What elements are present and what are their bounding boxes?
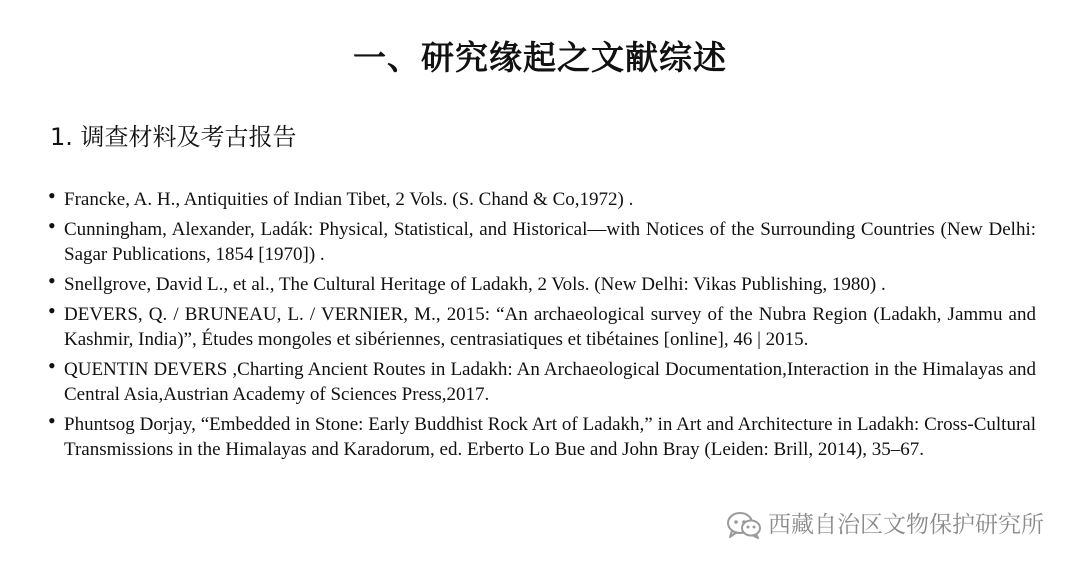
reference-item: [48, 268, 1036, 297]
watermark-text: 西藏自治区文物保护研究所: [768, 512, 1044, 538]
section-heading: 1. 调查材料及考古报告: [50, 123, 297, 151]
reference-text: Cunningham, Alexander, Ladák: Physical, Statistical, and Historical—with Notices of the Surrounding Countries (New Delhi: Sagar Publications, 1854 [1970]) .: [64, 219, 1036, 265]
bullet-icon: •: [48, 353, 56, 378]
bullet-icon: •: [48, 183, 56, 208]
reference-text: Phuntsog Dorjay, “Embedded in Stone: Early Buddhist Rock Art of Ladakh,” in Art and Architecture in Ladakh: Cross-Cultural Transmissions in the Himalayas and Karadorum, ed. Erberto Lo Bue and John Bray (Leiden: Brill, 2014), 35–67.: [64, 414, 1036, 460]
watermark: [726, 510, 1044, 540]
wechat-icon: [726, 511, 762, 539]
reference-item: [48, 298, 1036, 352]
reference-item: [48, 408, 1036, 462]
bullet-icon: •: [48, 408, 56, 433]
reference-item: [48, 213, 1036, 267]
reference-text: QUENTIN DEVERS ,Charting Ancient Routes in Ladakh: An Archaeological Documentation,Interaction in the Himalayas and Central Asia,Austrian Academy of Sciences Press,2017.: [64, 359, 1036, 405]
bullet-icon: •: [48, 298, 56, 323]
slide-title: 一、研究缘起之文献综述: [353, 38, 727, 77]
bullet-icon: •: [48, 213, 56, 238]
reference-text: Francke, A. H., Antiquities of Indian Tibet, 2 Vols. (S. Chand & Co,1972) .: [64, 189, 634, 210]
reference-text: Snellgrove, David L., et al., The Cultural Heritage of Ladakh, 2 Vols. (New Delhi: Vikas Publishing, 1980) .: [64, 274, 886, 295]
reference-item: [48, 353, 1036, 407]
reference-item: [48, 183, 1036, 212]
bullet-icon: •: [48, 268, 56, 293]
reference-text: DEVERS, Q. / BRUNEAU, L. / VERNIER, M., 2015: “An archaeological survey of the Nubra Region (Ladakh, Jammu and Kashmir, India)”, Études mongoles et sibériennes, centrasiatiques et tibétaines [online], 46 | 2015.: [64, 304, 1036, 350]
reference-list: [48, 183, 1036, 467]
